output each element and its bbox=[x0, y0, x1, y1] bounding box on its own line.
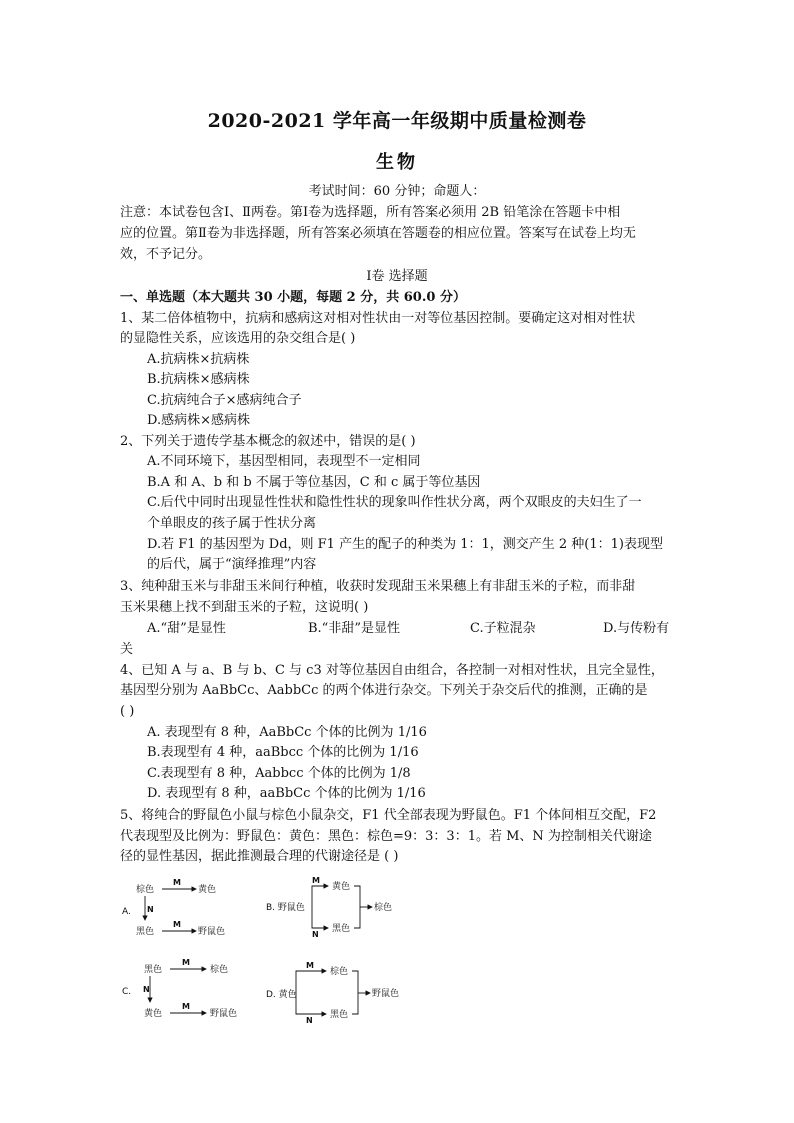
answer-option: B.抗病株×感病株 bbox=[147, 372, 250, 387]
pathway-node: 黑色 bbox=[136, 927, 155, 937]
section-heading: 一、单选题（本大题共 30 小题，每题 2 分，共 60.0 分） bbox=[120, 290, 466, 305]
pathway-connector bbox=[352, 971, 358, 1014]
pathway-arrow bbox=[312, 886, 328, 907]
pathway-node: 棕色 bbox=[374, 903, 393, 913]
subject-title: 生物 bbox=[376, 152, 418, 173]
question-stem: 5、将纯合的野鼠色小鼠与棕色小鼠杂交，F1 代全部表现为野鼠色。F1 个体间相互交配，F2 bbox=[120, 808, 657, 823]
answer-option: C.子粒混杂 bbox=[470, 621, 536, 636]
pathway-node: 黑色 bbox=[332, 924, 351, 934]
pathway-arrow bbox=[296, 993, 326, 1014]
diagram-label: B. 野鼠色 bbox=[266, 903, 305, 913]
gene-label: M bbox=[182, 958, 190, 967]
diagram-label: C. bbox=[122, 987, 132, 997]
answer-option: D.若 F1 的基因型为 Dd，则 F1 产生的配子的种类为 1：1，测交产生 2 种(1：1)表现型 bbox=[147, 537, 663, 552]
question-stem: ( ) bbox=[120, 704, 135, 719]
question-stem: 2、下列关于遗传学基本概念的叙述中，错误的是( ) bbox=[120, 434, 416, 449]
pathway-diagram-b bbox=[264, 874, 414, 938]
pathway-node: 野鼠色 bbox=[372, 989, 400, 999]
notice-line: 应的位置。第Ⅱ卷为非选择题，所有答案必须填在答题卷的相应位置。答案写在试卷上均无 bbox=[120, 226, 636, 241]
exam-info: 考试时间：60 分钟；命题人： bbox=[308, 184, 486, 199]
answer-option-continuation: 关 bbox=[120, 642, 134, 657]
question-stem: 基因型分别为 AaBbCc、AabbCc 的两个体进行杂交。下列关于杂交后代的推测，正确的是 bbox=[120, 683, 648, 698]
question-stem: 代表现型及比例为：野鼠色：黄色：黑色：棕色=9：3：3：1。若 M、N 为控制相关代谢途 bbox=[120, 829, 652, 844]
pathway-node: 黄色 bbox=[332, 882, 351, 892]
pathway-diagram-a bbox=[118, 876, 248, 944]
pathway-node: 棕色 bbox=[330, 967, 349, 977]
diagram-label: A. bbox=[122, 907, 131, 917]
gene-label: N bbox=[306, 1016, 313, 1024]
answer-option: 个单眼皮的孩子属于性状分离 bbox=[147, 516, 317, 531]
page-title: 2020-2021 学年高一年级期中质量检测卷 bbox=[207, 110, 587, 132]
question-stem: 1、某二倍体植物中，抗病和感病这对相对性状由一对等位基因控制。要确定这对相对性状 bbox=[120, 311, 636, 326]
notice-line: 注意：本试卷包含Ⅰ、Ⅱ两卷。第Ⅰ卷为选择题，所有答案必须用 2B 铅笔涂在答题卡中相 bbox=[120, 205, 621, 220]
gene-label: N bbox=[312, 930, 319, 938]
pathway-node: 黑色 bbox=[330, 1010, 349, 1020]
pathway-arrow bbox=[296, 971, 326, 993]
question-stem: 的显隐性关系，应该选用的杂交组合是( ) bbox=[120, 331, 356, 346]
gene-label: M bbox=[182, 1002, 190, 1011]
answer-option: A.抗病株×抗病株 bbox=[147, 352, 250, 367]
answer-option: C.抗病纯合子×感病纯合子 bbox=[147, 393, 302, 408]
answer-option: C.表现型有 8 种，Aabbcc 个体的比例为 1/8 bbox=[147, 766, 411, 781]
pathway-node: 野鼠色 bbox=[210, 1009, 238, 1019]
question-stem: 径的显性基因，据此推测最合理的代谢途径是 ( ) bbox=[120, 849, 399, 864]
question-stem: 玉米果穗上找不到甜玉米的子粒，这说明( ) bbox=[120, 600, 369, 615]
answer-option: D. 表现型有 8 种，aaBbCc 个体的比例为 1/16 bbox=[147, 786, 426, 801]
pathway-diagram-c bbox=[118, 956, 248, 1026]
pathway-node: 野鼠色 bbox=[198, 927, 226, 937]
answer-option: A.不同环境下，基因型相同，表现型不一定相同 bbox=[147, 454, 421, 469]
gene-label: M bbox=[173, 920, 181, 929]
diagram-label: D. 黄色 bbox=[266, 990, 297, 1000]
answer-option: D.与传粉有 bbox=[603, 621, 670, 636]
gene-label: N bbox=[147, 905, 154, 914]
answer-option: C.后代中同时出现显性性状和隐性性状的现象叫作性状分离，两个双眼皮的夫妇生了一 bbox=[147, 495, 642, 510]
pathway-node: 棕色 bbox=[210, 965, 229, 975]
pathway-node: 黄色 bbox=[144, 1009, 163, 1019]
answer-option: A. 表现型有 8 种，AaBbCc 个体的比例为 1/16 bbox=[147, 725, 427, 740]
gene-label: M bbox=[312, 876, 320, 885]
gene-label: M bbox=[306, 961, 314, 970]
gene-label: N bbox=[143, 985, 150, 994]
pathway-connector bbox=[354, 886, 360, 928]
pathway-node: 黄色 bbox=[198, 885, 217, 895]
answer-option: B.“非甜”是显性 bbox=[308, 621, 400, 636]
gene-label: M bbox=[173, 878, 181, 887]
answer-option: 的后代，属于“演绎推理”内容 bbox=[147, 557, 317, 572]
answer-option: D.感病株×感病株 bbox=[147, 413, 250, 428]
pathway-arrow bbox=[312, 907, 328, 928]
question-stem: 4、已知 A 与 a、B 与 b、C 与 c3 对等位基因自由组合，各控制一对相对性状，且完全显性， bbox=[120, 663, 664, 678]
answer-option: A.“甜”是显性 bbox=[147, 621, 226, 636]
pathway-node: 棕色 bbox=[136, 885, 155, 895]
question-stem: 3、纯种甜玉米与非甜玉米间行种植，收获时发现甜玉米果穗上有非甜玉米的子粒，而非甜 bbox=[120, 579, 636, 594]
volume-title: Ⅰ卷 选择题 bbox=[366, 269, 428, 284]
answer-option: B.A 和 A、b 和 b 不属于等位基因，C 和 c 属于等位基因 bbox=[147, 475, 481, 490]
pathway-node: 黑色 bbox=[144, 965, 163, 975]
pathway-diagram-d bbox=[264, 958, 414, 1024]
answer-option: B.表现型有 4 种，aaBbcc 个体的比例为 1/16 bbox=[147, 745, 419, 760]
notice-line: 效，不予记分。 bbox=[120, 247, 212, 262]
